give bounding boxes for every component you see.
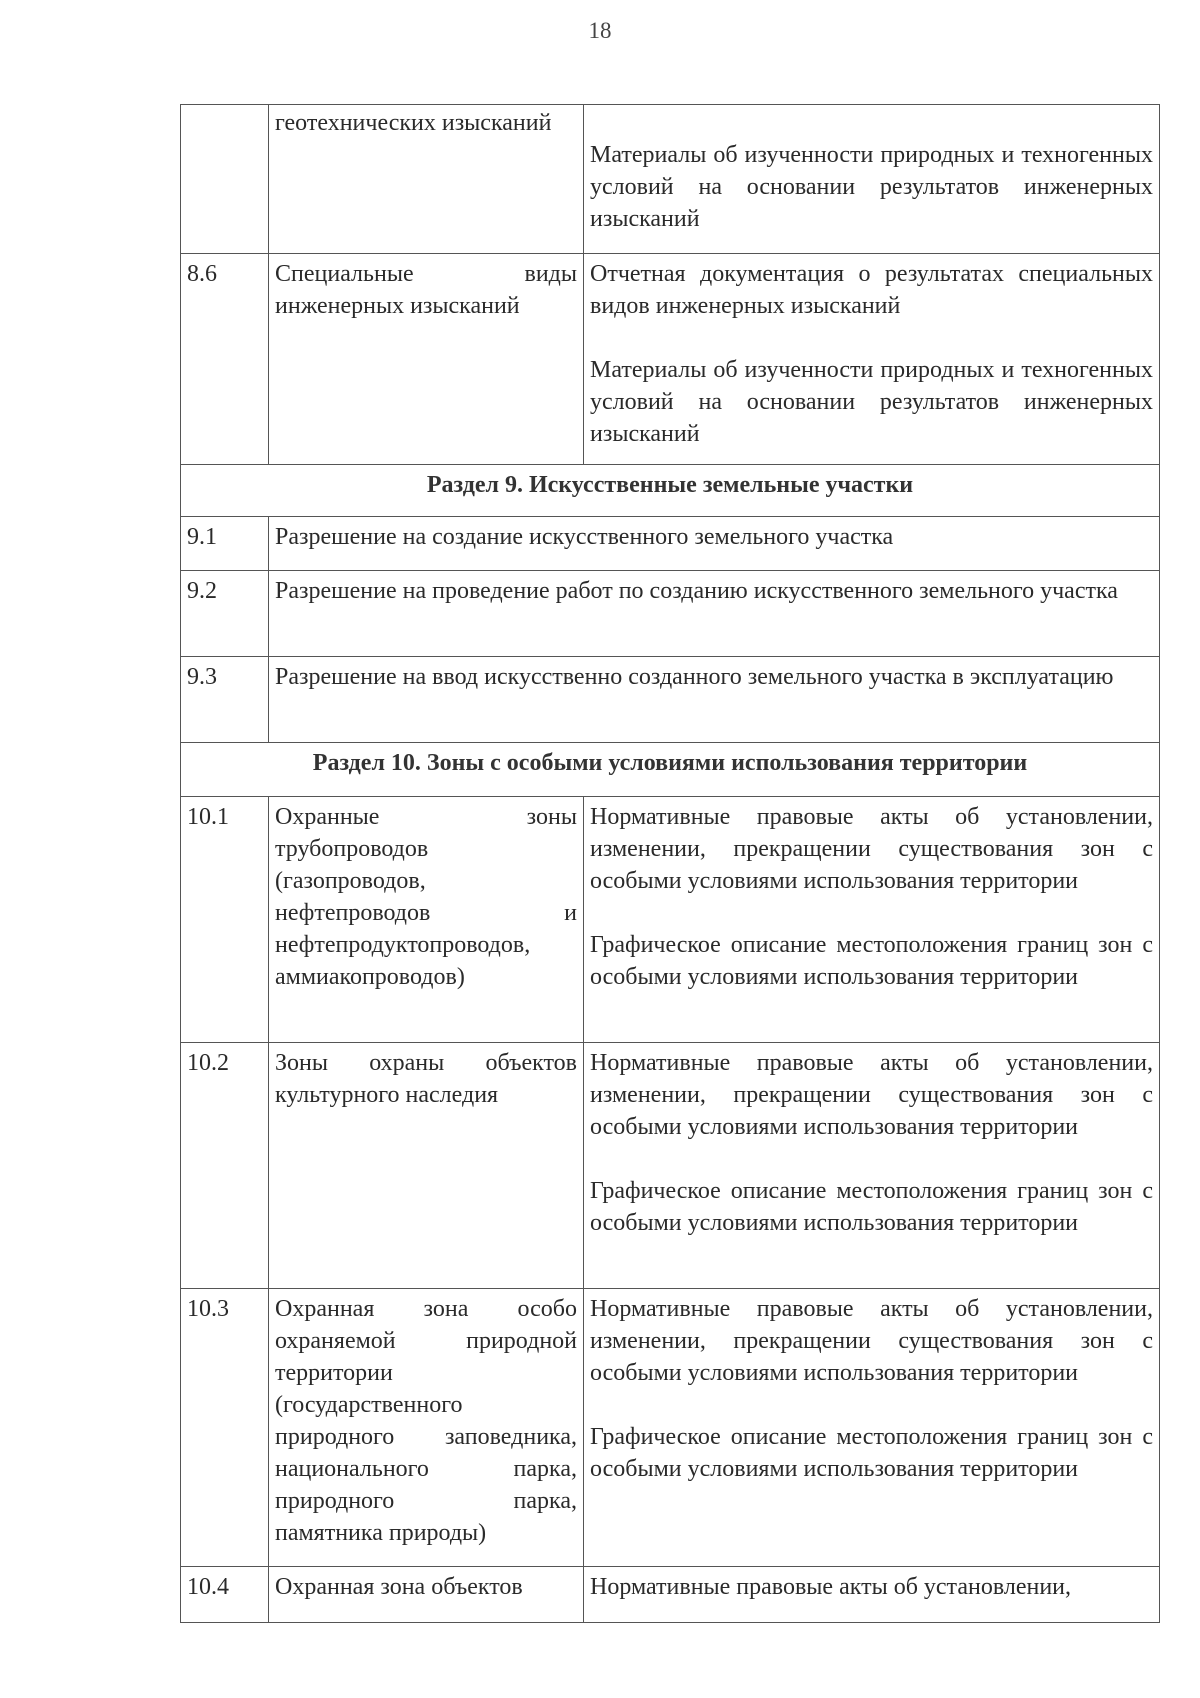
page-number: 18 — [588, 18, 612, 43]
table-row — [181, 1567, 1160, 1623]
doc-item: Отчетная документация о результатах специальных видов инженерных изысканий — [590, 261, 1153, 319]
row-docs — [584, 1567, 1160, 1623]
row-number: 10.3 — [181, 1289, 269, 1567]
table-row — [181, 105, 1160, 254]
doc-item: Нормативные правовые акты об установлении, изменении, прекращении существования зон с особыми условиями использования территории — [590, 1050, 1153, 1140]
row-number — [181, 105, 269, 254]
section-row — [181, 743, 1160, 797]
row-name: Охранная зона объектов — [269, 1567, 584, 1623]
row-text: Разрешение на проведение работ по созданию искусственного земельного участка — [269, 571, 1160, 657]
doc-item: Нормативные правовые акты об установлении, изменении, прекращении существования зон с особыми условиями использования территории — [590, 1296, 1153, 1386]
row-number: 9.3 — [181, 657, 269, 743]
section-heading: Раздел 9. Искусственные земельные участки — [181, 465, 1160, 517]
table-row — [181, 797, 1160, 1043]
row-number: 10.1 — [181, 797, 269, 1043]
row-name: Охранная зона особо охраняемой природной территории (государственного природного заповедника, национального парка, природного парка, памятника природы) — [269, 1289, 584, 1567]
row-text: Разрешение на создание искусственного земельного участка — [269, 517, 1160, 571]
table-row — [181, 517, 1160, 571]
row-docs — [584, 1289, 1160, 1567]
table-row — [181, 1289, 1160, 1567]
row-number: 8.6 — [181, 254, 269, 465]
section-heading: Раздел 10. Зоны с особыми условиями использования территории — [181, 743, 1160, 797]
section-row — [181, 465, 1160, 517]
doc-item: Материалы об изученности природных и техногенных условий на основании результатов инженерных изысканий — [590, 142, 1153, 232]
doc-item: Материалы об изученности природных и техногенных условий на основании результатов инженерных изысканий — [590, 357, 1153, 447]
row-docs — [584, 1043, 1160, 1289]
row-number: 9.2 — [181, 571, 269, 657]
row-name: Специальные виды инженерных изысканий — [269, 254, 584, 465]
row-name: геотехнических изысканий — [269, 105, 584, 254]
doc-item: Нормативные правовые акты об установлении, — [590, 1574, 1072, 1600]
table-row — [181, 254, 1160, 465]
doc-item: Графическое описание местоположения границ зон с особыми условиями использования территории — [590, 1178, 1153, 1236]
row-name: Зоны охраны объектов культурного наследия — [269, 1043, 584, 1289]
table-row — [181, 1043, 1160, 1289]
table-row — [181, 657, 1160, 743]
doc-item: Нормативные правовые акты об установлении, изменении, прекращении существования зон с особыми условиями использования территории — [590, 804, 1153, 894]
row-name: Охранные зоны трубопроводов (газопроводов, нефтепроводов и нефтепродуктопроводов, аммиакопроводов) — [269, 797, 584, 1043]
doc-item: Графическое описание местоположения границ зон с особыми условиями использования территории — [590, 1424, 1153, 1482]
table-row — [181, 571, 1160, 657]
row-number: 10.4 — [181, 1567, 269, 1623]
row-number: 10.2 — [181, 1043, 269, 1289]
row-number: 9.1 — [181, 517, 269, 571]
row-text: Разрешение на ввод искусственно созданного земельного участка в эксплуатацию — [269, 657, 1160, 743]
row-docs — [584, 254, 1160, 465]
row-docs — [584, 105, 1160, 254]
row-docs — [584, 797, 1160, 1043]
doc-item: Графическое описание местоположения границ зон с особыми условиями использования территории — [590, 932, 1153, 990]
documents-table — [180, 104, 1160, 1623]
